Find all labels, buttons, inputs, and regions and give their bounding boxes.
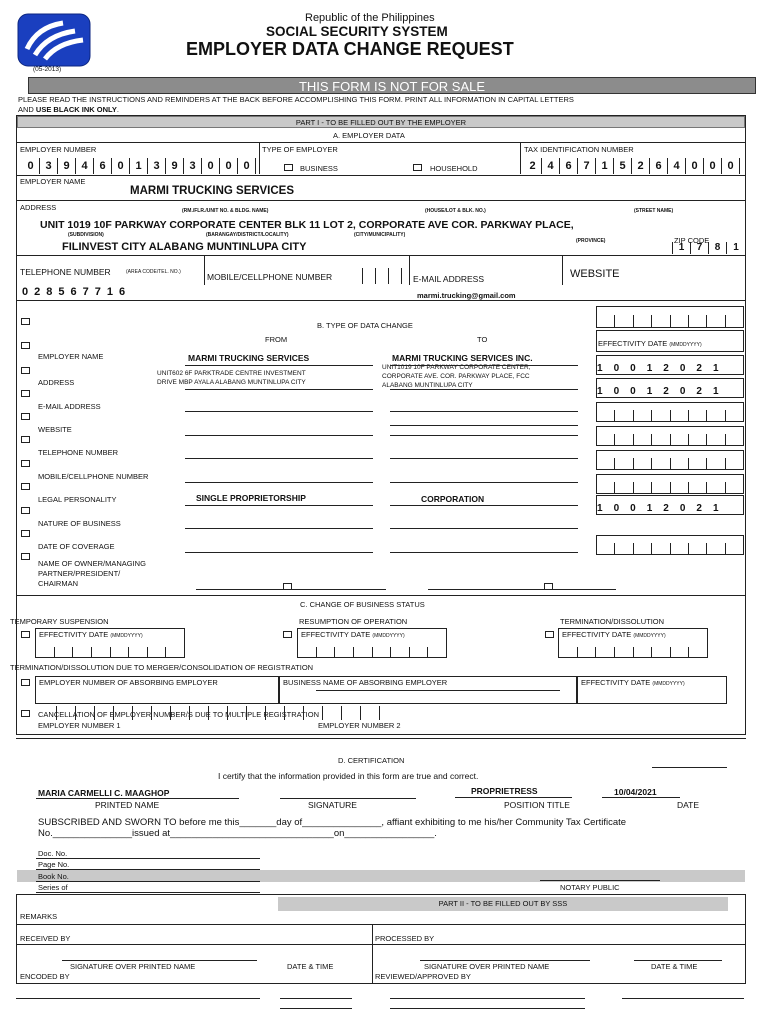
from-legal-personality[interactable]: SINGLE PROPRIETORSHIP [196, 493, 306, 503]
divider [16, 595, 746, 596]
divider [316, 690, 560, 691]
owner-to-checkbox[interactable] [544, 583, 553, 590]
signature-over-name-2: SIGNATURE OVER PRINTED NAME [424, 962, 550, 971]
owner-from-checkbox[interactable] [283, 583, 292, 590]
divider [280, 798, 416, 799]
telephone-label: TELEPHONE NUMBER [20, 267, 111, 277]
household-checkbox[interactable] [413, 164, 422, 171]
divider [602, 797, 680, 798]
nature-business-change-checkbox[interactable] [21, 507, 30, 514]
employer-number-2-label: EMPLOYER NUMBER 2 [318, 721, 401, 730]
to-line [390, 365, 578, 366]
divider [36, 892, 260, 893]
owner-to-line [428, 589, 616, 590]
divider [62, 960, 257, 961]
address-line-2[interactable]: FILINVEST CITY ALABANG MUNTINLUPA CITY [62, 241, 307, 253]
area-code-hint: (AREA CODE/TEL. NO.) [126, 269, 181, 275]
business-label: BUSINESS [300, 164, 338, 173]
date-coverage-change-checkbox[interactable] [21, 530, 30, 537]
absorbing-number-label: EMPLOYER NUMBER OF ABSORBING EMPLOYER [39, 678, 218, 687]
resumption-label: RESUMPTION OF OPERATION [299, 617, 408, 626]
divider [622, 998, 744, 999]
divider [16, 738, 746, 739]
addr-hint-lot: (HOUSE/LOT & BLK. NO.) [425, 208, 486, 214]
from-line [185, 552, 373, 553]
website-label: WEBSITE [570, 268, 620, 280]
to-label: TO [477, 335, 488, 344]
divider [390, 998, 585, 999]
agency-name: SOCIAL SECURITY SYSTEM [266, 24, 448, 39]
temporary-suspension-label: TEMPORARY SUSPENSION [10, 617, 109, 626]
mobile-label: MOBILE/CELLPHONE NUMBER [207, 272, 333, 282]
divider [16, 255, 746, 256]
effectivity-date-email[interactable] [596, 402, 744, 422]
divider [634, 960, 722, 961]
not-for-sale-text: THIS FORM IS NOT FOR SALE [298, 79, 486, 94]
business-checkbox[interactable] [284, 164, 293, 171]
zip-code-label: ZIP CODE [674, 236, 710, 245]
sss-logo [17, 13, 91, 67]
divider [280, 1008, 352, 1009]
divider [455, 797, 572, 798]
to-employer-name[interactable]: MARMI TRUCKING SERVICES INC. [392, 353, 533, 363]
not-for-sale-banner [28, 77, 756, 94]
address-line-1[interactable]: UNIT 1019 10F PARKWAY CORPORATE CENTER BLK 11 LOT 2, CORPORATE AVE COR. PARKWAY PLACE, [40, 219, 574, 231]
tin-cells[interactable]: 2 4 6 7 1 5 2 6 4 0 0 0 [524, 158, 740, 174]
zip-cells[interactable]: 1 7 8 1 [672, 242, 745, 254]
row-label-coverage: DATE OF COVERAGE [38, 542, 115, 551]
type-of-employer-label: TYPE OF EMPLOYER [262, 145, 338, 154]
cancellation-cells[interactable] [38, 706, 380, 720]
email-value[interactable]: marmi.trucking@gmail.com [417, 291, 516, 300]
section-b-title: B. TYPE OF DATA CHANGE [317, 321, 413, 330]
divider [259, 142, 260, 174]
divider [16, 924, 746, 925]
divider [16, 300, 746, 301]
notary-public-label: NOTARY PUBLIC [560, 883, 620, 892]
received-by-label[interactable]: RECEIVED BY [20, 934, 71, 943]
encoded-by-label[interactable]: ENCODED BY [20, 972, 70, 981]
doc-no-label: Doc. No. [38, 849, 68, 858]
to-line [390, 425, 578, 426]
from-line [185, 458, 373, 459]
resumption-date-cells[interactable] [297, 640, 447, 658]
from-line [185, 435, 373, 436]
row-label-email: E-MAIL ADDRESS [38, 402, 101, 411]
termination-checkbox[interactable] [545, 631, 554, 638]
divider [16, 200, 746, 201]
instructions-line-2: AND USE BLACK INK ONLY. [18, 105, 119, 114]
from-line [185, 365, 373, 366]
from-line [185, 411, 373, 412]
owner-change-checkbox[interactable] [21, 553, 30, 560]
processed-by-label[interactable]: PROCESSED BY [375, 934, 435, 943]
telephone-change-checkbox[interactable] [21, 436, 30, 443]
divider [36, 858, 260, 859]
to-line [390, 505, 578, 506]
sworn-statement-2: No._______________issued at_______________________________on_________________. [38, 828, 437, 839]
mobile-cells[interactable] [350, 268, 402, 284]
address-change-checkbox[interactable] [21, 367, 30, 374]
telephone-value[interactable]: 028567716 [22, 286, 132, 298]
form-code: (05-2013) [33, 66, 62, 73]
employer-number-label: EMPLOYER NUMBER [20, 145, 97, 154]
effectivity-date-address[interactable]: 10012021 [596, 378, 744, 398]
cancellation-label: CANCELLATION OF EMPLOYER NUMBER/S DUE TO MULTIPLE REGISTRATION [38, 710, 320, 719]
reviewed-by-label[interactable]: REVIEWED/APPROVED BY [375, 972, 471, 981]
date-time-1: DATE & TIME [287, 962, 334, 971]
termination-date-label: EFFECTIVITY DATE (MMDDYYYY) [562, 630, 666, 639]
addr-hint-city: (CITY/MUNICIPALITY) [354, 232, 406, 238]
divider [562, 255, 563, 285]
addr-hint-street: (STREET NAME) [634, 208, 674, 214]
divider [16, 175, 746, 176]
to-line [390, 411, 578, 412]
effectivity-date-header-box [596, 330, 744, 352]
row-label-mobile: MOBILE/CELLPHONE NUMBER [38, 472, 149, 481]
from-label: FROM [265, 335, 288, 344]
signature-over-name-1: SIGNATURE OVER PRINTED NAME [70, 962, 196, 971]
termination-label: TERMINATION/DISSOLUTION [560, 617, 665, 626]
instructions-line-1: PLEASE READ THE INSTRUCTIONS AND REMINDERS AT THE BACK BEFORE ACCOMPLISHING THIS FORM. PRINT ALL INFORMATION IN CAPITAL LETTERS [18, 95, 574, 104]
absorbing-employer-number-box[interactable] [35, 676, 279, 704]
to-line [390, 435, 578, 436]
effectivity-date-blank[interactable] [596, 306, 744, 328]
section-d-title: D. CERTIFICATION [338, 756, 405, 765]
temp-suspension-date-label: EFFECTIVITY DATE (MMDDYYYY) [39, 630, 143, 639]
row-label-employer-name: EMPLOYER NAME [38, 352, 104, 361]
divider [16, 998, 260, 999]
part2-title: PART II - TO BE FILLED OUT BY SSS [278, 897, 728, 911]
divider [204, 255, 205, 285]
email-label: E-MAIL ADDRESS [413, 274, 485, 284]
employer-number-1-label: EMPLOYER NUMBER 1 [38, 721, 121, 730]
signature-label: SIGNATURE [308, 800, 357, 810]
book-no-label: Book No. [38, 872, 69, 881]
to-line [390, 482, 578, 483]
remarks-label[interactable]: REMARKS [20, 912, 58, 921]
date-value[interactable]: 10/04/2021 [614, 787, 657, 797]
divider [540, 880, 660, 881]
form-title: EMPLOYER DATA CHANGE REQUEST [186, 39, 514, 59]
republic-text: Republic of the Philippines [305, 12, 435, 24]
from-employer-name[interactable]: MARMI TRUCKING SERVICES [188, 353, 310, 363]
effectivity-date-mobile[interactable] [596, 474, 744, 494]
row-label-telephone: TELEPHONE NUMBER [38, 448, 119, 457]
position-value[interactable]: PROPRIETRESS [471, 786, 538, 796]
resumption-checkbox[interactable] [283, 631, 292, 638]
tin-label: TAX IDENTIFICATION NUMBER [524, 145, 634, 154]
to-legal-personality[interactable]: CORPORATION [421, 494, 485, 504]
divider [36, 881, 260, 882]
temporary-suspension-checkbox[interactable] [21, 631, 30, 638]
divider [520, 142, 521, 174]
merger-label: TERMINATION/DISSOLUTION DUE TO MERGER/CONSOLIDATION OF REGISTRATION [10, 663, 314, 672]
from-address[interactable]: UNIT602 6F PARKTRADE CENTRE INVESTMENT DRIVE MBP AYALA ALABANG MUNTINLUPA CITY [157, 370, 306, 386]
addr-hint-bldg: (RM./FLR./UNIT NO. & BLDG. NAME) [182, 208, 269, 214]
date-time-2: DATE & TIME [651, 962, 698, 971]
divider [390, 1008, 585, 1009]
resumption-date-label: EFFECTIVITY DATE (MMDDYYYY) [301, 630, 405, 639]
series-of-label: Series of [38, 883, 68, 892]
section-c-title: C. CHANGE OF BUSINESS STATUS [300, 600, 425, 609]
to-line [390, 458, 578, 459]
effectivity-date-label: EFFECTIVITY DATE (MMDDYYYY) [598, 339, 702, 348]
row-label-legal: LEGAL PERSONALITY [38, 495, 117, 504]
temp-suspension-date-cells[interactable] [35, 640, 185, 658]
page-no-label: Page No. [38, 860, 70, 869]
addr-hint-barangay: (BARANGAY/DISTRICT/LOCALITY) [206, 232, 289, 238]
printed-name-value[interactable]: MARIA CARMELLI C. MAAGHOP [38, 788, 170, 798]
website-change-checkbox[interactable] [21, 413, 30, 420]
from-line [185, 528, 373, 529]
employer-name-change-checkbox[interactable] [21, 342, 30, 349]
household-label: HOUSEHOLD [430, 164, 478, 173]
from-line [185, 505, 373, 506]
position-label: POSITION TITLE [504, 800, 570, 810]
address-label: ADDRESS [20, 203, 57, 212]
divider [16, 142, 746, 143]
merger-date-label: EFFECTIVITY DATE (MMDDYYYY) [581, 678, 685, 687]
employer-number-cells[interactable]: 0 3 9 4 6 0 1 3 9 3 0 0 0 [22, 158, 256, 174]
from-line [185, 482, 373, 483]
date-label: DATE [677, 800, 700, 810]
certification-statement: I certify that the information provided in this form are true and correct. [218, 771, 479, 781]
part1-title: PART I - TO BE FILLED OUT BY THE EMPLOYER [17, 116, 745, 128]
row-label-owner: NAME OF OWNER/MANAGING PARTNER/PRESIDENT/ CHAIRMAN [38, 559, 146, 588]
divider [280, 998, 352, 999]
effectivity-date-legal[interactable]: 10012021 [596, 495, 744, 515]
mobile-change-checkbox[interactable] [21, 460, 30, 467]
cancellation-checkbox[interactable] [21, 710, 30, 717]
section-a-title: A. EMPLOYER DATA [333, 131, 405, 140]
termination-date-cells[interactable] [558, 640, 708, 658]
to-line [390, 528, 578, 529]
divider [16, 944, 746, 945]
merger-effectivity-box[interactable] [577, 676, 727, 704]
effectivity-date-website[interactable] [596, 426, 744, 446]
addr-hint-subdivision: (SUBDIVISION) [68, 232, 104, 238]
printed-name-label: PRINTED NAME [95, 800, 160, 810]
from-line [185, 389, 373, 390]
row-label-nature: NATURE OF BUSINESS [38, 519, 121, 528]
effectivity-date-telephone[interactable] [596, 450, 744, 470]
to-line [390, 389, 578, 390]
divider [36, 798, 239, 799]
sworn-statement-1: SUBSCRIBED AND SWORN TO before me this_______day of_______________, affiant exhibiting to me his/her Community Tax Certificate [38, 817, 627, 828]
divider [420, 960, 590, 961]
effectivity-date-employer-name[interactable]: 10012021 [596, 355, 744, 375]
to-address[interactable]: UNIT1019 10F PARKWAY CORPORATE CENTER, CORPORATE AVE. COR. PARKWAY PLACE, FCC ALABANG MUNTINLUPA CITY [382, 364, 531, 389]
to-line [390, 552, 578, 553]
divider [409, 255, 410, 285]
row-label-address: ADDRESS [38, 378, 75, 387]
divider [652, 767, 727, 768]
addr-hint-province: (PROVINCE) [576, 238, 606, 244]
absorbing-name-label: BUSINESS NAME OF ABSORBING EMPLOYER [283, 678, 448, 687]
row-label-website: WEBSITE [38, 425, 72, 434]
checkbox-0[interactable] [21, 318, 30, 325]
email-change-checkbox[interactable] [21, 390, 30, 397]
divider [372, 924, 373, 984]
employer-name-value[interactable]: MARMI TRUCKING SERVICES [130, 185, 294, 197]
employer-name-label: EMPLOYER NAME [20, 177, 86, 186]
merger-checkbox[interactable] [21, 679, 30, 686]
legal-personality-change-checkbox[interactable] [21, 483, 30, 490]
effectivity-date-coverage[interactable] [596, 535, 744, 555]
